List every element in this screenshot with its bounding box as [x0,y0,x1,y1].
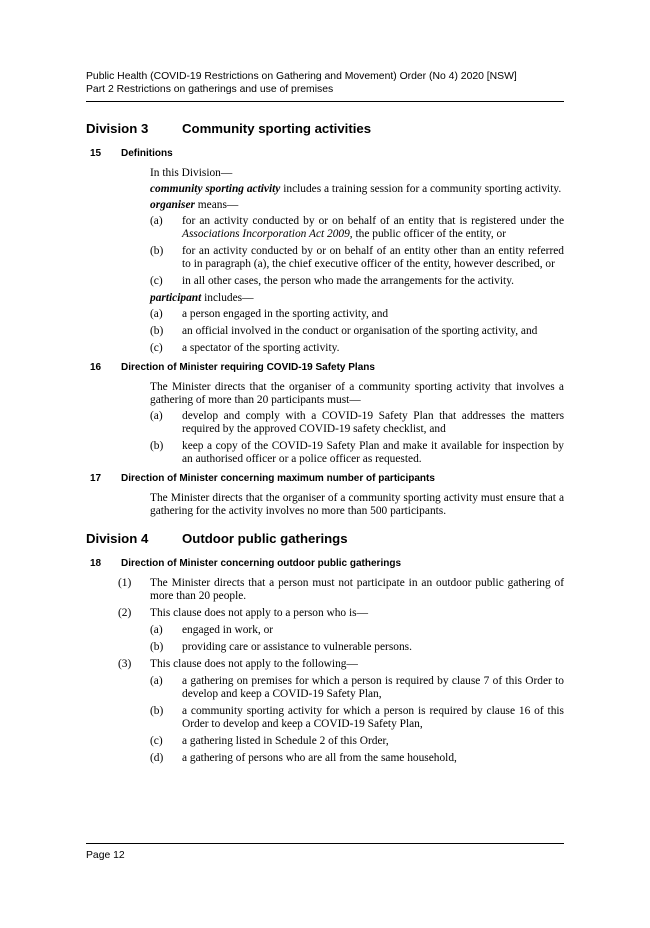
item-text: a person engaged in the sporting activity, and [182,308,389,320]
header-rule [86,101,564,102]
list-item [150,641,564,654]
item-label: (b) [150,705,164,717]
item-text: a community sporting activity for which a person is required by clause 16 of this Order to develop and keep a COVID-19 Safety Plan, [182,705,564,730]
item-label: (d) [150,752,164,764]
list-item [150,342,564,355]
list-item [150,675,564,701]
item-text: a gathering of persons who are all from the same household, [182,752,457,764]
defined-term: community sporting activity [150,183,281,195]
clause-title: Direction of Minister concerning maximum number of participants [121,473,435,484]
list-item [150,275,564,288]
subclause-text: The Minister directs that a person must not participate in an outdoor public gathering of more than 20 people. [150,577,564,602]
header-title: Public Health (COVID-19 Restrictions on Gathering and Movement) Order (No 4) 2020 [NSW] [86,71,517,82]
clause-17-heading [86,472,564,485]
definition-text: includes a training session for a community sporting activity. [280,183,562,195]
item-label: (c) [150,275,163,287]
clause-number: 16 [90,362,102,373]
list-item [150,410,564,436]
clause-number: 18 [90,558,102,569]
defined-term: organiser [150,199,195,211]
subclause-3 [118,658,564,671]
item-text: a gathering on premises for which a person is required by clause 7 of this Order to develop and keep a COVID-19 Safety Plan, [182,675,564,700]
division-number: Division 3 [86,121,149,136]
list-item [150,752,564,765]
list-item [150,245,564,271]
division-number: Division 4 [86,531,149,546]
footer-rule [86,843,564,844]
clause-16-intro: The Minister directs that the organiser of a community sporting activity that involves a gathering of more than 20 participants must— [150,381,564,406]
running-header [86,70,564,96]
division-title: Outdoor public gatherings [182,531,348,546]
subclause-label: (1) [118,577,132,589]
subclause-text: This clause does not apply to the following— [150,658,358,670]
item-label: (b) [150,440,164,452]
clause-title: Definitions [121,148,173,159]
item-label: (b) [150,325,164,337]
item-label: (c) [150,342,163,354]
definition-community-sporting-activity [150,183,564,196]
division-title: Community sporting activities [182,121,372,136]
clause-number: 17 [90,473,102,484]
list-item [150,705,564,731]
clause-15-intro: In this Division— [150,167,233,179]
page-number: Page 12 [86,850,125,861]
item-text: for an activity conducted by or on behalf of an entity other than an entity referred to in paragraph (a), the chief executive officer of the entity, however described, or [182,245,564,270]
clause-16-heading [86,361,564,374]
item-label: (a) [150,410,163,422]
list-item [150,440,564,466]
clause-number: 15 [90,148,102,159]
subclause-1 [118,577,564,603]
clause-18-heading [86,557,564,570]
item-text: for an activity conducted by or on behalf of an entity that is registered under the Associations Incorporation Act 2009, the public officer of the entity, or [182,215,564,240]
item-text: keep a copy of the COVID-19 Safety Plan and make it available for inspection by an authorised officer or a police officer as requested. [182,440,564,465]
subclause-label: (2) [118,607,132,619]
item-text: providing care or assistance to vulnerable persons. [182,641,412,653]
item-text: engaged in work, or [182,624,274,636]
item-label: (c) [150,735,163,747]
division-4-heading [86,530,564,547]
item-label: (b) [150,641,164,653]
division-3-heading [86,120,564,137]
defined-term: participant [150,292,202,304]
act-name: Associations Incorporation Act 2009 [182,228,350,240]
clause-17-text: The Minister directs that the organiser of a community sporting activity must ensure that a gathering for the activity involves no more than 500 participants. [150,492,564,517]
list-item [150,735,564,748]
definition-organiser [150,199,564,212]
header-part: Part 2 Restrictions on gatherings and use of premises [86,84,334,95]
item-text: a spectator of the sporting activity. [182,342,340,354]
subclause-label: (3) [118,658,132,670]
item-label: (b) [150,245,164,257]
item-text: an official involved in the conduct or organisation of the sporting activity, and [182,325,538,337]
subclause-text: This clause does not apply to a person who is— [150,607,368,619]
item-text: in all other cases, the person who made the arrangements for the activity. [182,275,515,287]
item-label: (a) [150,308,163,320]
list-item [150,308,564,321]
list-item [150,624,564,637]
list-item [150,325,564,338]
item-label: (a) [150,624,163,636]
definition-text: means— [194,199,239,211]
item-label: (a) [150,675,163,687]
subclause-2 [118,607,564,620]
definition-participant [150,292,564,305]
definition-text: includes— [201,292,254,304]
list-item [150,215,564,241]
clause-title: Direction of Minister requiring COVID-19 Safety Plans [121,362,375,373]
item-label: (a) [150,215,163,227]
clause-title: Direction of Minister concerning outdoor public gatherings [121,558,402,569]
clause-15-heading [86,147,564,160]
item-text: develop and comply with a COVID-19 Safety Plan that addresses the matters required by the approved COVID-19 safety checklist, and [182,410,564,435]
item-text: a gathering listed in Schedule 2 of this Order, [182,735,389,747]
page-body [86,120,564,769]
